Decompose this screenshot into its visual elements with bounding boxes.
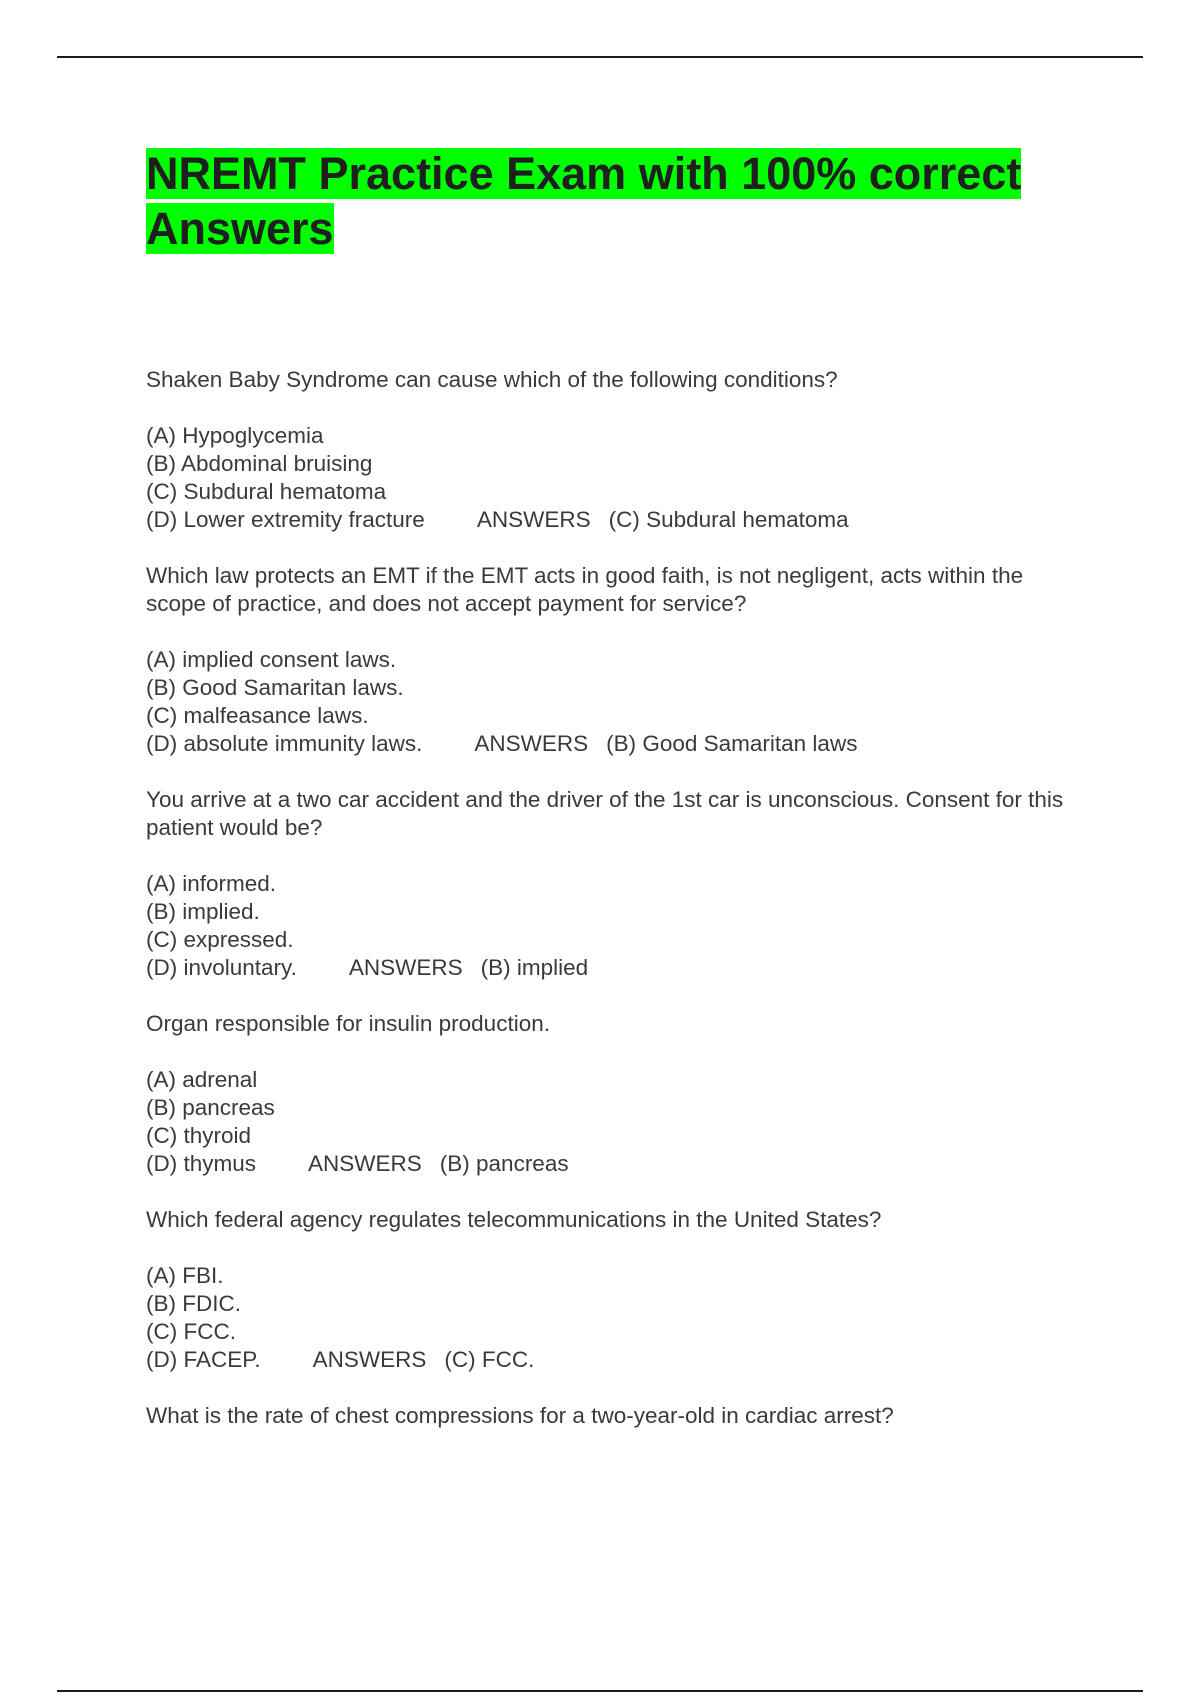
option-text: (C) Subdural hematoma [146, 479, 387, 504]
answers-label: ANSWERS [312, 1347, 427, 1372]
title-highlight: NREMT Practice Exam with 100% correct Answers [146, 148, 1022, 254]
answer-option [146, 926, 1086, 954]
option-text: (A) Hypoglycemia [146, 423, 324, 448]
answer-option [146, 954, 1086, 982]
option-text: (A) FBI. [146, 1263, 224, 1288]
document-body [146, 146, 1086, 1458]
option-text: (A) informed. [146, 871, 277, 896]
question-block [146, 1402, 1086, 1430]
option-text: (D) thymus [146, 1151, 257, 1176]
question-text: Which law protects an EMT if the EMT acts in good faith, is not negligent, acts within the scope of practice, and does not accept payment for service? [146, 563, 1024, 616]
option-text: (D) absolute immunity laws. [146, 731, 423, 756]
answer-option [146, 506, 1086, 534]
option-text: (C) FCC. [146, 1319, 236, 1344]
correct-answer: (C) FCC. [444, 1347, 535, 1372]
answer-option [146, 1066, 1086, 1094]
answer-option [146, 450, 1086, 478]
footer-rule [57, 1690, 1143, 1692]
option-text: (C) expressed. [146, 927, 294, 952]
question-text: What is the rate of chest compressions for a two-year-old in cardiac arrest? [146, 1403, 894, 1428]
answer-option [146, 1290, 1086, 1318]
option-text: (A) implied consent laws. [146, 647, 397, 672]
answer-option [146, 1346, 1086, 1374]
answers-label: ANSWERS [348, 955, 463, 980]
question-list [146, 366, 1086, 1430]
question-text: You arrive at a two car accident and the driver of the 1st car is unconscious. Consent for this patient would be? [146, 787, 1064, 840]
question-text: Which federal agency regulates telecommunications in the United States? [146, 1207, 882, 1232]
answer-option [146, 674, 1086, 702]
answer-option [146, 870, 1086, 898]
question-block [146, 562, 1086, 758]
answer-option [146, 1094, 1086, 1122]
answer-option [146, 1122, 1086, 1150]
answer-option [146, 702, 1086, 730]
answer-option [146, 1150, 1086, 1178]
question-block [146, 786, 1086, 982]
correct-answer: (C) Subdural hematoma [608, 507, 849, 532]
answer-option [146, 730, 1086, 758]
correct-answer: (B) implied [480, 955, 589, 980]
answer-option [146, 1318, 1086, 1346]
answer-option [146, 1262, 1086, 1290]
option-text: (B) pancreas [146, 1095, 275, 1120]
answers-label: ANSWERS [308, 1151, 422, 1176]
correct-answer: (B) Good Samaritan laws [606, 731, 858, 756]
option-text: (B) FDIC. [146, 1291, 241, 1316]
option-text: (D) involuntary. [146, 955, 297, 980]
answer-option [146, 898, 1086, 926]
question-block [146, 366, 1086, 534]
option-text: (A) adrenal [146, 1067, 258, 1092]
option-text: (B) Abdominal bruising [146, 451, 373, 476]
question-block [146, 1010, 1086, 1178]
option-text: (D) Lower extremity fracture [146, 507, 425, 532]
correct-answer: (B) pancreas [439, 1151, 569, 1176]
answer-option [146, 646, 1086, 674]
option-text: (C) thyroid [146, 1123, 252, 1148]
answers-label: ANSWERS [476, 507, 591, 532]
option-text: (B) implied. [146, 899, 260, 924]
option-text: (B) Good Samaritan laws. [146, 675, 404, 700]
header-rule [57, 56, 1143, 58]
option-text: (D) FACEP. [146, 1347, 261, 1372]
document-title [146, 146, 1086, 256]
question-block [146, 1206, 1086, 1374]
option-text: (C) malfeasance laws. [146, 703, 369, 728]
question-text: Shaken Baby Syndrome can cause which of the following conditions? [146, 367, 838, 392]
answer-option [146, 478, 1086, 506]
question-text: Organ responsible for insulin production. [146, 1011, 550, 1036]
answers-label: ANSWERS [474, 731, 589, 756]
answer-option [146, 422, 1086, 450]
